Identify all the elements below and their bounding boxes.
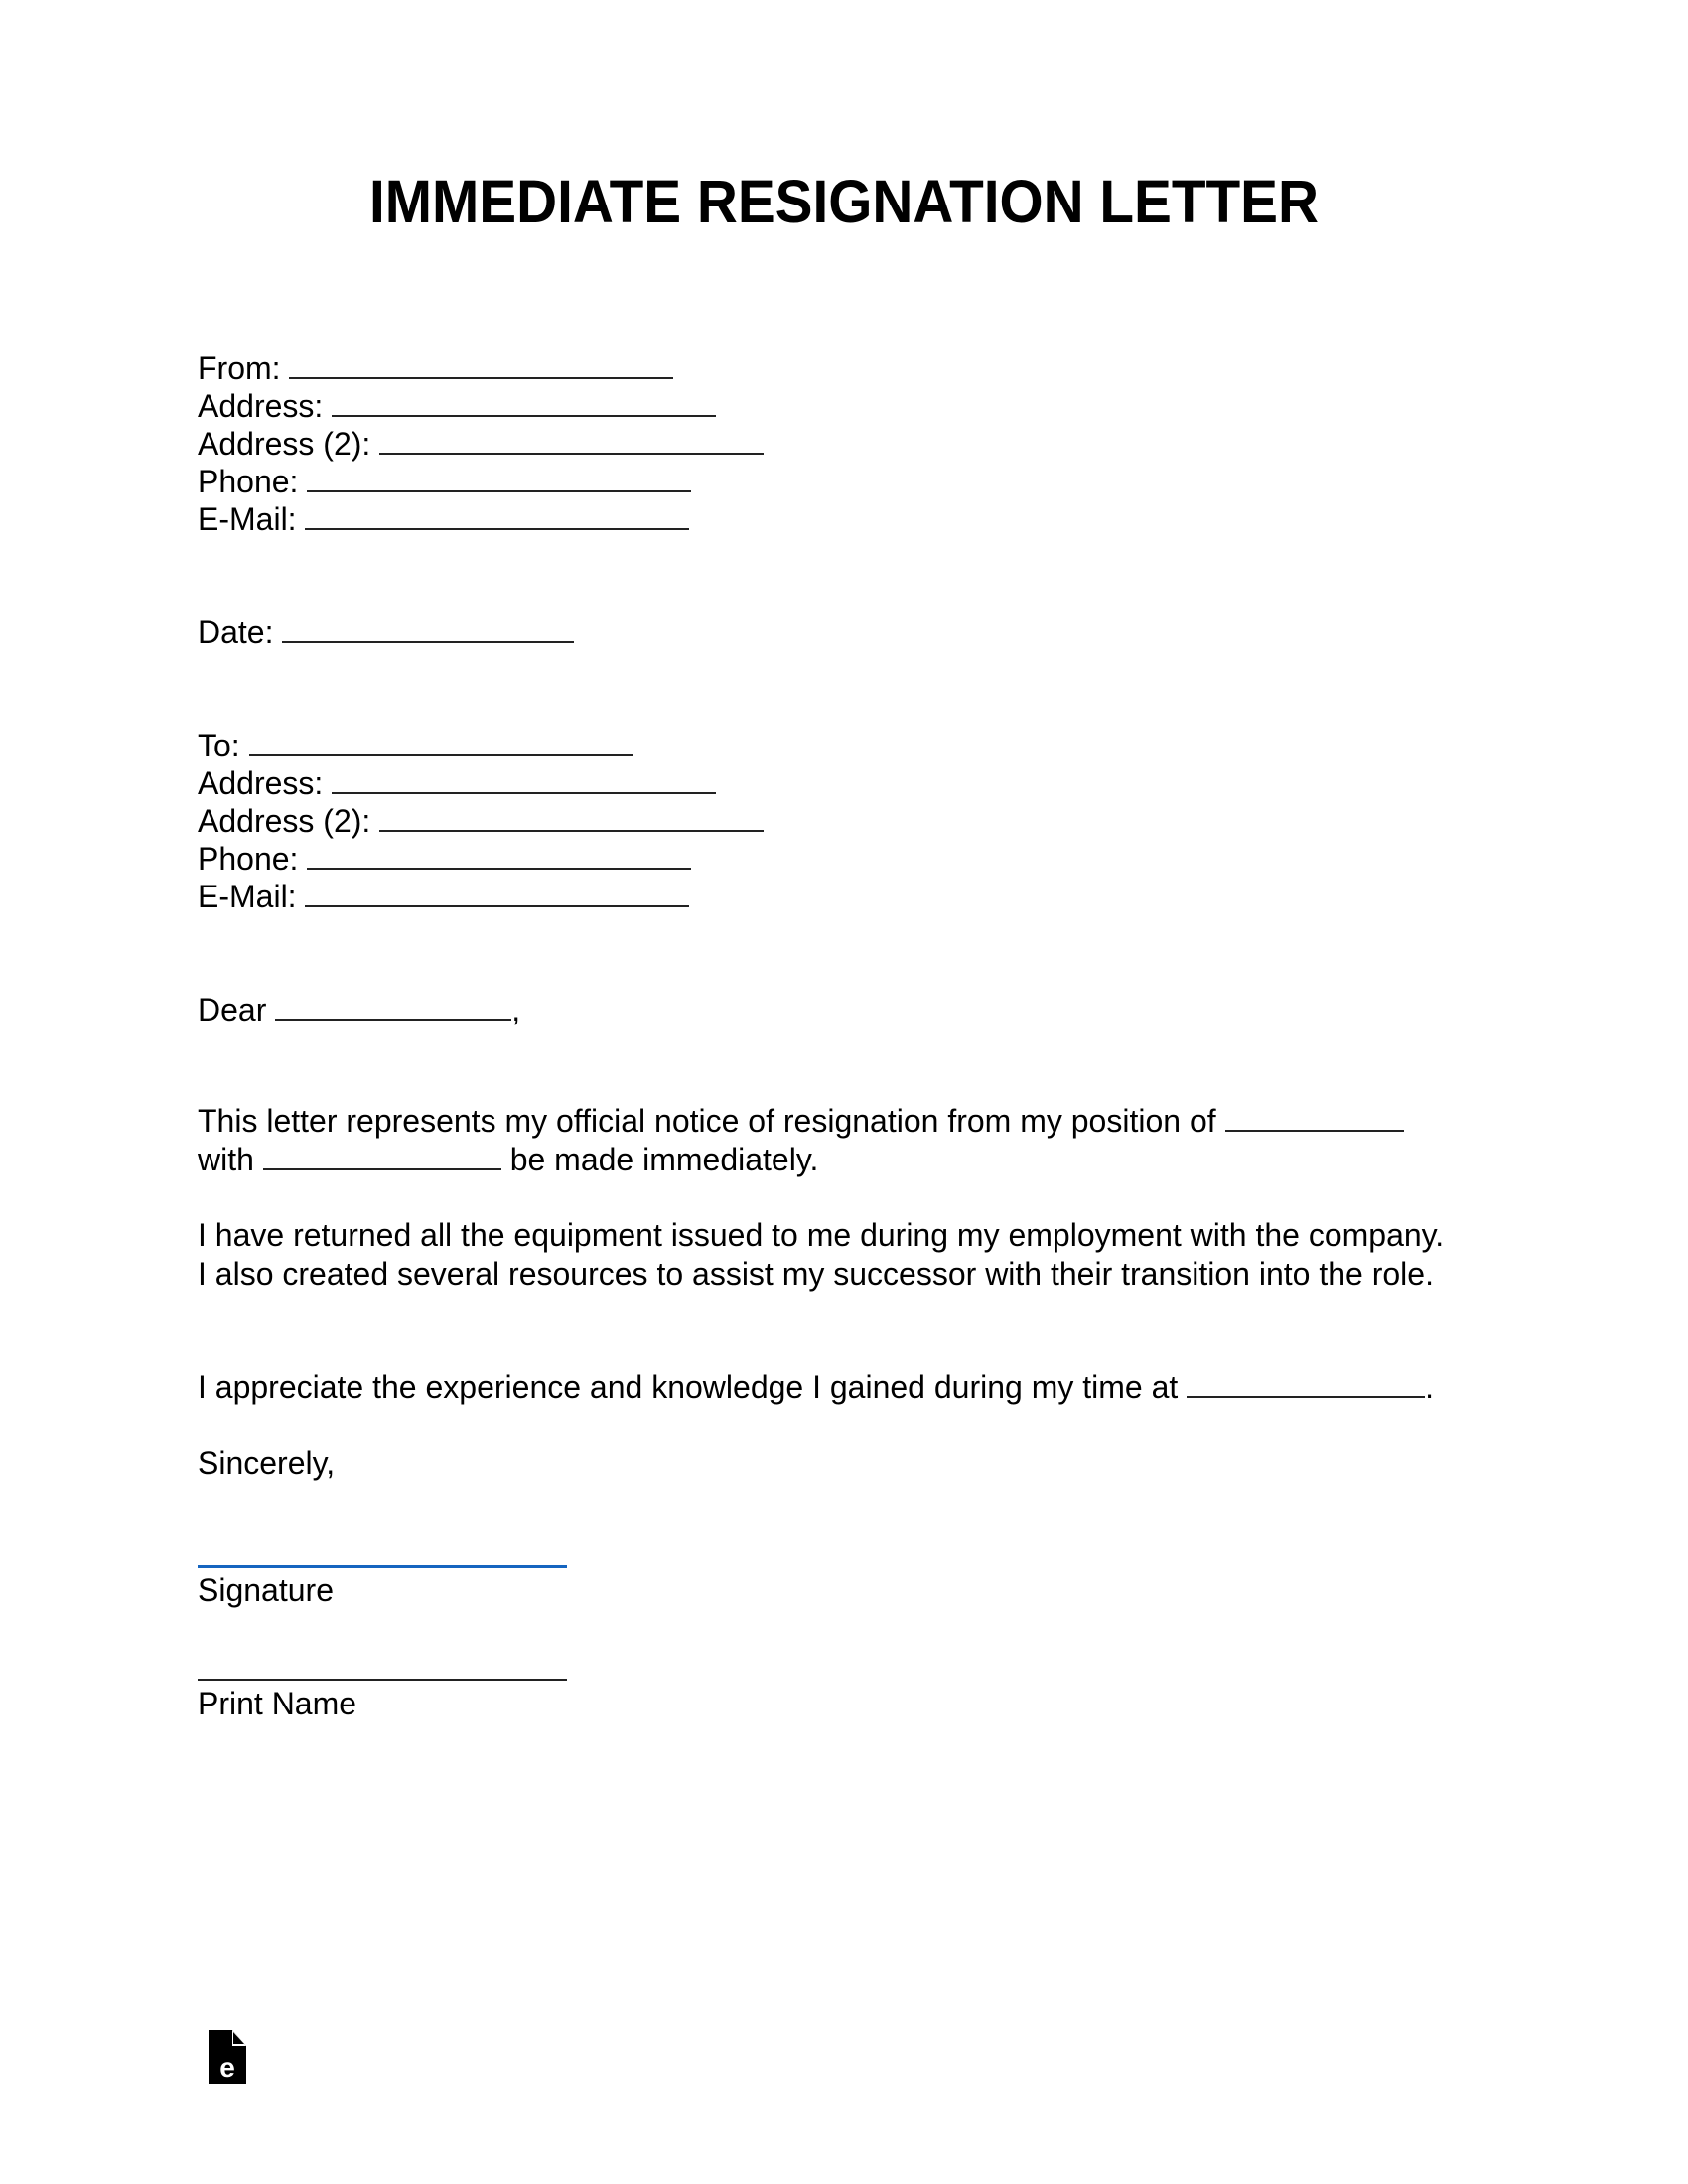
from-email-label: E-Mail:: [198, 501, 306, 537]
to-address2-field: [198, 802, 764, 840]
signature-line[interactable]: [198, 1565, 567, 1568]
to-phone-blank[interactable]: [307, 840, 691, 870]
closing: Sincerely,: [198, 1445, 336, 1481]
from-phone-blank[interactable]: [307, 463, 691, 492]
appreciation-paragraph: [198, 1368, 1498, 1407]
from-address2-blank[interactable]: [379, 425, 764, 455]
print-name-line[interactable]: [198, 1679, 567, 1681]
to-address2-blank[interactable]: [379, 802, 764, 832]
from-blank[interactable]: [289, 349, 673, 379]
from-email-blank[interactable]: [305, 500, 689, 530]
position-blank[interactable]: [1225, 1102, 1404, 1132]
to-address-blank[interactable]: [332, 764, 716, 794]
to-phone-field: [198, 840, 691, 878]
to-phone-label: Phone:: [198, 841, 308, 877]
svg-text:e: e: [219, 2052, 235, 2083]
company-blank[interactable]: [263, 1141, 501, 1170]
paragraph1-text-b: with: [198, 1141, 263, 1177]
resignation-paragraph: [198, 1102, 1498, 1178]
to-field: [198, 727, 633, 764]
paragraph1-text-a: This letter represents my official notice of resignation from my position of: [198, 1103, 1225, 1139]
to-address-label: Address:: [198, 765, 333, 801]
paragraph3-period: .: [1425, 1369, 1435, 1405]
document-title: IMMEDIATE RESIGNATION LETTER: [368, 168, 1319, 235]
to-address2-label: Address (2):: [198, 803, 380, 839]
from-label: From:: [198, 350, 290, 386]
from-phone-field: [198, 463, 691, 500]
recipient-name-blank[interactable]: [275, 991, 511, 1021]
from-phone-label: Phone:: [198, 464, 308, 499]
to-email-blank[interactable]: [305, 878, 689, 907]
date-field: [198, 614, 574, 651]
equipment-paragraph: I have returned all the equipment issued to me during my employment with the company. I also created several resources to assist my successor with their transition into the role.: [198, 1217, 1445, 1292]
print-name-label: Print Name: [198, 1686, 357, 1721]
from-address-label: Address:: [198, 388, 333, 424]
from-field: [198, 349, 673, 387]
to-email-field: [198, 878, 689, 915]
paragraph3-text-a: I appreciate the experience and knowledge I gained during my time at: [198, 1369, 1188, 1405]
from-address2-field: [198, 425, 764, 463]
from-address-blank[interactable]: [332, 387, 716, 417]
to-label: To:: [198, 728, 249, 763]
from-email-field: [198, 500, 689, 538]
from-address2-label: Address (2):: [198, 426, 380, 462]
to-blank[interactable]: [249, 727, 633, 756]
to-address-field: [198, 764, 716, 802]
date-blank[interactable]: [282, 614, 574, 643]
company-name-blank[interactable]: [1187, 1368, 1425, 1398]
date-label: Date:: [198, 614, 283, 650]
to-email-label: E-Mail:: [198, 879, 306, 914]
signature-label: Signature: [198, 1572, 334, 1608]
salutation: [198, 991, 520, 1028]
paragraph1-text-c: be made immediately.: [500, 1141, 819, 1177]
from-address-field: [198, 387, 716, 425]
eforms-logo-icon: [209, 2030, 246, 2084]
salutation-label: Dear: [198, 992, 276, 1027]
salutation-comma: ,: [511, 992, 521, 1027]
